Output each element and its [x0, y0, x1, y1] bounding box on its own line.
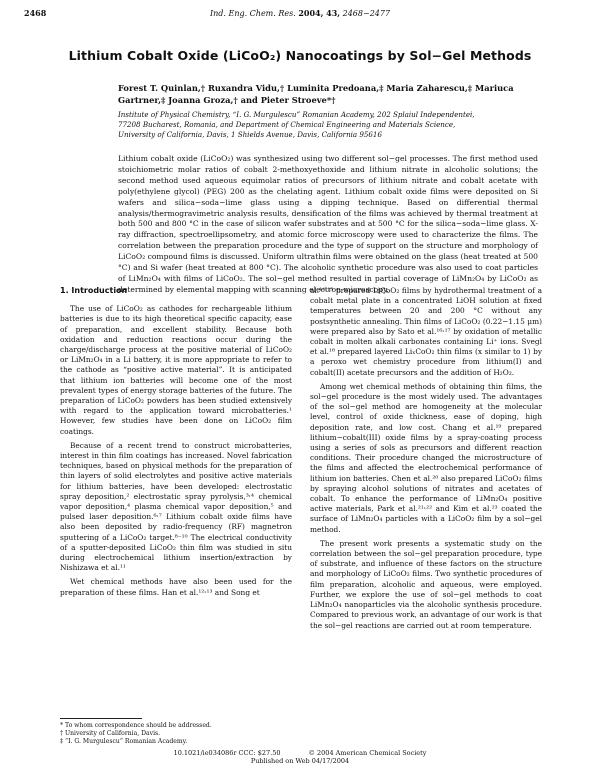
right-column — [310, 286, 542, 635]
running-header — [24, 8, 576, 22]
page-number: 2468 — [24, 8, 47, 18]
left-column — [60, 286, 292, 602]
footnote-divider — [60, 718, 142, 719]
affiliations — [118, 110, 538, 140]
journal-name: Ind. Eng. Chem. Res. — [209, 9, 296, 18]
section-heading: 1. Introduction — [60, 286, 128, 295]
publication-date: Published on Web 04/17/2004 — [250, 757, 350, 765]
footnote: * To whom correspondence should be addressed. — [60, 722, 212, 729]
copyright-line: © 2004 American Chemical Society — [308, 749, 427, 757]
doi-line: 10.1021/ie034086r CCC: $27.50 — [173, 749, 281, 757]
author-list: Forest T. Quinlan,† Ruxandra Vidu,† Luminita Predoana,‡ Maria Zaharescu,‡ Mariuca Gartrner,‡ Joanna Groza,† and Pieter Stroeve*† — [118, 83, 514, 105]
page-footer — [24, 749, 576, 765]
affiliation-line: 77208 Bucharest, Romania, and Department of Chemical Engineering and Materials Science, — [118, 120, 456, 129]
affiliation-line: Institute of Physical Chemistry, “I. G. Murgulescu” Romanian Academy, 202 Splaiul Independentei, — [118, 110, 475, 119]
footnote: ‡ “I. G. Murgulescu” Romanian Academy. — [60, 738, 188, 745]
journal-year-volume: 2004, 43, — [298, 8, 341, 18]
footnotes — [60, 722, 300, 746]
footnote: † University of California, Davis. — [60, 730, 161, 737]
body-paragraph: Among wet chemical methods of obtaining thin films, the sol−gel procedure is the most widely used. The advantages of the sol−gel method are homogeneity at the molecular level, control of oxide thickness, ease of doping, high deposition rate, and low cost. Chang et al.¹⁹ prepared lithium−cobalt(III) oxide films by a spray-coating process using a series of sols as precursors and different reaction conditions. Their procedure changed the microstructure of the films and affected the electrochemical performance of lithium ion batteries. Chen et al.²⁰ also prepared LiCoO₂ films by spraying alcohol solutions of nitrates and acetates of cobalt. To enhance the performance of LiMn₂O₄ positive active materials, Park et al.²¹˒²² and Kim et al.²³ coated the surface of LiMn₂O₄ particles with a LiCoO₂ film by a sol−gel method. — [310, 381, 542, 534]
journal-citation — [24, 8, 576, 18]
affiliation-line: University of California, Davis, 1 Shields Avenue, Davis, California 95616 — [118, 130, 382, 139]
journal-pages: 2468−2477 — [342, 9, 391, 18]
body-paragraph: al.¹⁴˒¹⁵ prepared LiCoO₂ films by hydrothermal treatment of a cobalt metal plate in a concentrated LiOH solution at fixed temperatures between 20 and 200 °C without any postsynthetic annealing. Thin films of LiCoO₂ (0.22−1.15 μm) were prepared also by Sato et al.¹⁶˒¹⁷ by oxidation of metallic cobalt in molten alkali carbonates containing Li⁺ ions. Svegl et al.¹⁸ prepared layered LiₓCoO₂ thin films (x similar to 1) by a peroxo wet chemistry procedure from lithium(I) and cobalt(II) acetate precursors and the addition of H₂O₂. — [310, 286, 542, 377]
body-paragraph: The present work presents a systematic study on the correlation between the sol−gel preparation procedure, type of substrate, and influence of these factors on the structure and morphology of LiCoO₂ films. Two synthetic procedures of film preparation, alcoholic and aqueous, were employed. Further, we explore the use of sol−gel methods to coat LiMn₂O₄ nanoparticles via the alcoholic synthesis procedure. Compared to previous work, an advantage of our work is that the sol−gel reactions are carried out at room temperature. — [310, 538, 542, 630]
article-title: Lithium Cobalt Oxide (LiCoO₂) Nanocoatings by Sol−Gel Methods — [68, 48, 532, 63]
body-paragraph: Wet chemical methods have also been used for the preparation of these films. Han et al.¹²˒¹³ and Song et — [60, 577, 292, 597]
body-paragraph: The use of LiCoO₂ as cathodes for rechargeable lithium batteries is due to its high theoretical specific capacity, ease of preparation, and excellent stability. Because both oxidation and reduction reactions occur during the charge/discharge process at the positive material of LiCoO₂ or LiMn₂O₄ in a Li battery, it is more appropriate to refer to the cathode as “positive active material”. It is anticipated that lithium ion batteries will become one of the most prevalent types of energy storage batteries of the future. The preparation of LiCoO₂ powders has been studied extensively with regard to the application toward microbatteries.¹ However, few studies have been done on LiCoO₂ film coatings. — [60, 304, 292, 436]
body-paragraph: Because of a recent trend to construct microbatteries, interest in thin film coatings has increased. Novel fabrication techniques, based on physical methods for the preparation of thin layers of solid electrolytes and positive active materials for lithium batteries, have been developed: electrostatic spray deposition,² electrostatic spray pyrolysis,³˒⁴ chemical vapor deposition,⁴ plasma chemical vapor deposition,⁵ and pulsed laser deposition.⁶˒⁷ Lithium cobalt oxide films have also been deposited by radio-frequency (RF) magnetron sputtering of a LiCoO₂ target.⁸⁻¹⁰ The electrical conductivity of a sputter-deposited LiCoO₂ thin film was studied in situ during electrochemical lithium insertion/extraction by Nishizawa et al.¹¹ — [60, 440, 292, 573]
abstract: Lithium cobalt oxide (LiCoO₂) was synthesized using two different sol−gel processes. The first method used stoichiometric molar ratios of cobalt 2-methoxyethoxide and lithium nitrate in alcoholic solutions; the second method used aqueous equimolar ratios of precursors of lithium nitrate and cobalt acetate with poly(ethylene glycol) (PEG) 200 as the chelating agent. Lithium cobalt oxide films were deposited on Si wafers and silica−soda−lime glass using a dipping technique. Based on differential thermal analysis/thermogravimetric analysis results, densification of the films was achieved by thermal treatment at both 500 and 800 °C in the case of silicon wafer substrates and at 500 °C for the silica−soda−lime glass. X-ray diffraction, spectroellipsometry, and atomic force microscopy were used to characterize the films. The correlation between the preparation procedure and the type of support on the structure and morphology of LiCoO₂ compound films is discussed. Uniform ultrathin films were obtained on the glass (heat treated at 500 °C) and Si wafer (heat treated at 800 °C). The alcoholic synthetic procedure was also used to coat particles of LiMn₂O₄ with films of LiCoO₂. The sol−gel method resulted in partial coverage of LiMn₂O₄ by LiCoO₂ as determined by elemental mapping with scanning electron microscopy. — [118, 154, 538, 294]
